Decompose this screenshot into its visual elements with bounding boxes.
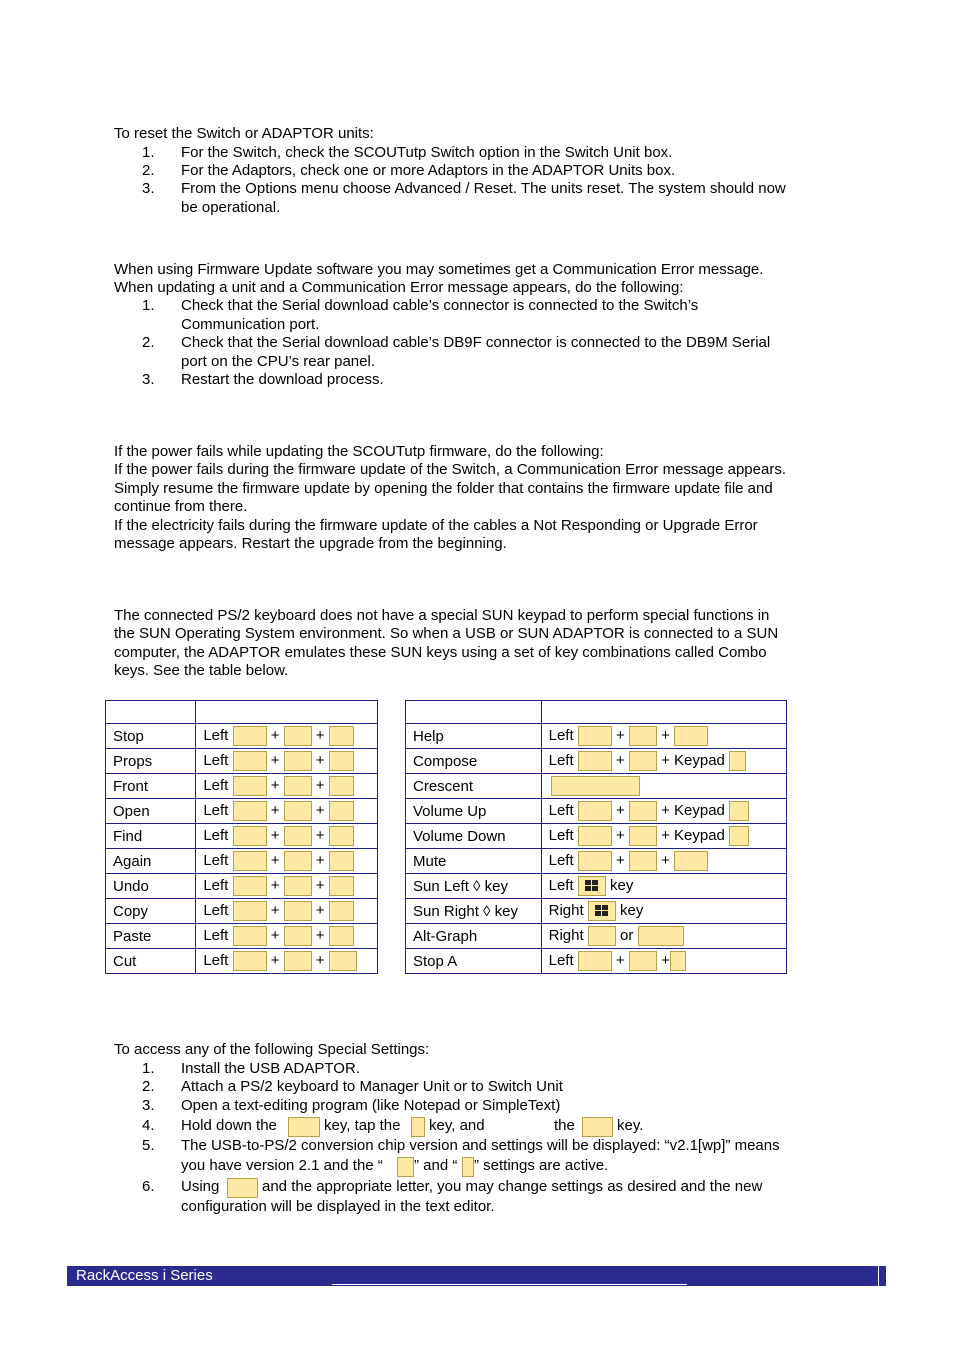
key-box [629,751,657,771]
plus-sign: + [270,826,280,844]
comm-step-2-number: 2. [142,334,155,351]
table-row [106,874,378,899]
plus-sign: + [315,801,325,819]
combo-cell [196,774,378,799]
key-box [284,826,312,846]
plus-sign: + [615,851,625,869]
special-step-4-text-d: the [554,1117,575,1134]
key-box [233,951,267,971]
sun-key-name: Open [106,799,196,824]
left-label: Left [548,801,574,819]
special-step-3-text: Open a text-editing program (like Notepad or SimpleText) [181,1097,561,1114]
table-row [106,899,378,924]
sun-key-name: Find [106,824,196,849]
special-intro: To access any of the following Special Settings: [114,1041,430,1058]
reset-step-2-number: 2. [142,162,155,179]
plus-sign: + [661,851,670,869]
combo-cell [541,799,786,824]
plus-sign: + [661,726,670,744]
key-box [329,826,354,846]
table-header-row [406,701,787,724]
comm-step-2-text: Check that the Serial download cable’s DB9F connector is connected to the DB9M Serial [181,334,771,351]
special-step-5-text-c: ” settings are active. [474,1157,609,1174]
plus-sign: + [270,901,280,919]
windows-key-icon [578,876,606,896]
left-label: Left [203,751,229,769]
left-label: Left [548,851,574,869]
key-box [233,876,267,896]
key-box [227,1178,258,1198]
combo-cell [196,799,378,824]
or-label: or [619,926,634,944]
special-step-4-number: 4. [142,1117,155,1134]
key-box [578,726,612,746]
reset-intro: To reset the Switch or ADAPTOR units: [114,125,374,142]
plus-sign: + [615,951,625,969]
table-row [406,724,787,749]
combo-cell [196,874,378,899]
table-row [106,949,378,974]
key-box [629,801,657,821]
plus-sign: + [270,951,280,969]
table-row [406,924,787,949]
combo-cell [196,899,378,924]
plus-sign: + [315,826,325,844]
key-box [674,851,708,871]
key-box [284,876,312,896]
key-box [629,826,657,846]
table-row [106,799,378,824]
sun-key-name: Cut [106,949,196,974]
combo-cell [196,949,378,974]
table-row [406,824,787,849]
plus-sign: + [315,951,325,969]
table-row [406,899,787,924]
plus-sign: + [615,826,625,844]
power-fail-line-2: If the power fails during the firmware update of the Switch, a Communication Error message appears. [114,461,786,478]
left-label: Left [548,951,574,969]
key-box [233,826,267,846]
plus-sign: + [270,926,280,944]
sun-keys-line-2: the SUN Operating System environment. So when a USB or SUN ADAPTOR is connected to a SUN [114,625,779,642]
key-box [397,1157,414,1177]
sun-key-name: Props [106,749,196,774]
sun-key-name: Stop [106,724,196,749]
key-box [674,726,708,746]
combo-keys-table-right [405,700,787,974]
combo-cell [196,749,378,774]
key-box [329,801,354,821]
special-step-5-text-b: ” and “ [414,1157,458,1174]
plus-sign: + [315,851,325,869]
power-fail-line-1: If the power fails while updating the SCOUTutp firmware, do the following: [114,443,604,460]
combo-cell [541,774,786,799]
key-box [411,1117,425,1137]
key-box [284,751,312,771]
special-step-4-text-a: Hold down the [181,1117,277,1134]
sun-key-name: Volume Down [406,824,542,849]
special-step-1-text: Install the USB ADAPTOR. [181,1060,360,1077]
table-row [106,824,378,849]
key-box [629,851,657,871]
table-row [406,774,787,799]
special-step-1-number: 1. [142,1060,155,1077]
combo-cell [541,749,786,774]
key-box [729,826,749,846]
plus-sign: + [315,926,325,944]
table-row [406,799,787,824]
plus-sign: + [315,726,325,744]
windows-key-icon [588,901,616,921]
special-step-5-line-1: The USB-to-PS/2 conversion chip version and settings will be displayed: “v2.1[wp]” means [181,1137,780,1154]
key-box [578,826,612,846]
combo-cell [541,899,786,924]
sun-key-name: Crescent [406,774,542,799]
key-box [578,801,612,821]
comm-step-2-text-cont: port on the CPU’s rear panel. [181,353,375,370]
sun-key-name: Paste [106,924,196,949]
footer-title: RackAccess i Series [76,1267,213,1284]
key-box [284,801,312,821]
plus-sign: + [270,801,280,819]
special-step-6-line-2: configuration will be displayed in the text editor. [181,1198,495,1215]
sun-key-name: Stop A [406,949,542,974]
table-row [106,849,378,874]
left-label: Left [203,901,229,919]
page-footer [67,1266,886,1286]
keypad-label: + Keypad [661,751,725,769]
left-label: Left [548,726,574,744]
special-step-5-number: 5. [142,1137,155,1154]
key-box [233,726,267,746]
sun-keys-line-3: computer, the ADAPTOR emulates these SUN keys using a set of key combinations called Combo [114,644,767,661]
combo-cell [541,924,786,949]
comm-error-line-1: When using Firmware Update software you may sometimes get a Communication Error message. [114,261,764,278]
plus-sign: + [270,726,280,744]
key-label: key [619,901,644,919]
key-box [284,901,312,921]
comm-step-3-text: Restart the download process. [181,371,384,388]
special-step-2-text: Attach a PS/2 keyboard to Manager Unit or to Switch Unit [181,1078,563,1095]
key-box [233,776,267,796]
reset-step-2-text: For the Adaptors, check one or more Adaptors in the ADAPTOR Units box. [181,162,676,179]
key-box [288,1117,320,1137]
power-fail-line-5: If the electricity fails during the firmware update of the cables a Not Responding or Upgrade Error [114,517,758,534]
plus-sign: + [270,876,280,894]
reset-step-3-number: 3. [142,180,155,197]
key-box [729,751,746,771]
table-row [406,949,787,974]
table-header-row [106,701,378,724]
power-fail-line-6: message appears. Restart the upgrade from the beginning. [114,535,507,552]
table-row [106,749,378,774]
key-box [462,1157,474,1177]
plus-sign: + [315,901,325,919]
combo-cell [196,824,378,849]
key-box [582,1117,613,1137]
combo-cell [541,874,786,899]
left-label: Left [548,751,574,769]
left-label: Left [203,826,229,844]
key-box [233,926,267,946]
key-box [233,751,267,771]
keypad-label: + Keypad [661,801,725,819]
table-row [106,774,378,799]
reset-step-3-text: From the Options menu choose Advanced / Reset. The units reset. The system should now [181,180,786,197]
key-box [284,726,312,746]
special-step-4-text-c: key, and [429,1117,485,1134]
combo-cell [196,924,378,949]
plus-sign: + [315,776,325,794]
footer-divider [878,1266,879,1286]
special-step-6-number: 6. [142,1178,155,1195]
key-box [284,776,312,796]
left-label: Left [203,876,229,894]
comm-step-1-number: 1. [142,297,155,314]
sun-key-name: Compose [406,749,542,774]
combo-cell [541,724,786,749]
side-label: Left [548,876,574,894]
combo-cell [541,949,786,974]
left-label: Left [203,726,229,744]
power-fail-line-3: Simply resume the firmware update by opening the folder that contains the firmware update file and [114,480,773,497]
plus-sign: + [615,801,625,819]
key-box [588,926,616,946]
comm-error-line-2: When updating a unit and a Communication Error message appears, do the following: [114,279,684,296]
sun-key-name: Volume Up [406,799,542,824]
key-box [284,951,312,971]
footer-divider [332,1284,687,1285]
key-box [329,951,357,971]
key-box [233,901,267,921]
key-label: key [609,876,634,894]
key-box [629,726,657,746]
key-box [284,926,312,946]
combo-cell [196,724,378,749]
combo-cell [196,849,378,874]
key-box [329,876,354,896]
left-label: Left [548,826,574,844]
sun-key-name: Undo [106,874,196,899]
key-box [578,951,612,971]
sun-key-name: Copy [106,899,196,924]
table-row [106,924,378,949]
plus-sign: + [315,751,325,769]
key-box [629,951,657,971]
key-box [233,801,267,821]
left-label: Left [203,926,229,944]
special-step-4-text-e: key. [617,1117,644,1134]
plus-sign: + [270,851,280,869]
reset-step-1-number: 1. [142,144,155,161]
reset-step-1-text: For the Switch, check the SCOUTutp Switch option in the Switch Unit box. [181,144,673,161]
plus-sign: + [270,751,280,769]
left-label: Left [203,951,229,969]
key-box [329,751,354,771]
plus-sign: + [615,726,625,744]
sun-keys-line-1: The connected PS/2 keyboard does not have a special SUN keypad to perform special functions in [114,607,770,624]
special-step-6-text-a: Using [181,1178,220,1195]
key-box [729,801,749,821]
sun-key-name: Front [106,774,196,799]
left-label: Left [203,776,229,794]
comm-step-3-number: 3. [142,371,155,388]
combo-cell [541,849,786,874]
key-box [638,926,684,946]
special-step-5-text-a: you have version 2.1 and the “ [181,1157,383,1174]
key-box [329,901,354,921]
reset-step-3-text-cont: be operational. [181,199,281,216]
comm-step-1-text: Check that the Serial download cable’s connector is connected to the Switch’s [181,297,699,314]
special-step-4-text-b: key, tap the [324,1117,401,1134]
special-step-6-text-b: and the appropriate letter, you may change settings as desired and the new [262,1178,763,1195]
side-label: Right [548,926,584,944]
key-box [329,726,354,746]
key-box [670,951,686,971]
special-step-2-number: 2. [142,1078,155,1095]
sun-key-name: Help [406,724,542,749]
key-box [329,851,354,871]
sun-key-name: Mute [406,849,542,874]
combo-keys-table-left [105,700,378,974]
keypad-label: + Keypad [661,826,725,844]
side-label: Right [548,901,584,919]
table-row [406,874,787,899]
key-box [329,776,354,796]
sun-keys-line-4: keys. See the table below. [114,662,289,679]
key-box [551,776,640,796]
key-box [578,751,612,771]
special-step-3-number: 3. [142,1097,155,1114]
plus-sign: + [315,876,325,894]
sun-key-name: Again [106,849,196,874]
plus-sign: + [661,951,670,969]
power-fail-line-4: continue from there. [114,498,248,515]
plus-sign: + [270,776,280,794]
left-label: Left [203,801,229,819]
key-box [578,851,612,871]
sun-key-name: Alt-Graph [406,924,542,949]
comm-step-1-text-cont: Communication port. [181,316,320,333]
key-box [233,851,267,871]
key-box [284,851,312,871]
left-label: Left [203,851,229,869]
table-row [406,849,787,874]
key-box [329,926,354,946]
sun-key-name: Sun Left ◊ key [406,874,542,899]
plus-sign: + [615,751,625,769]
table-row [406,749,787,774]
combo-cell [541,824,786,849]
sun-key-name: Sun Right ◊ key [406,899,542,924]
table-row [106,724,378,749]
